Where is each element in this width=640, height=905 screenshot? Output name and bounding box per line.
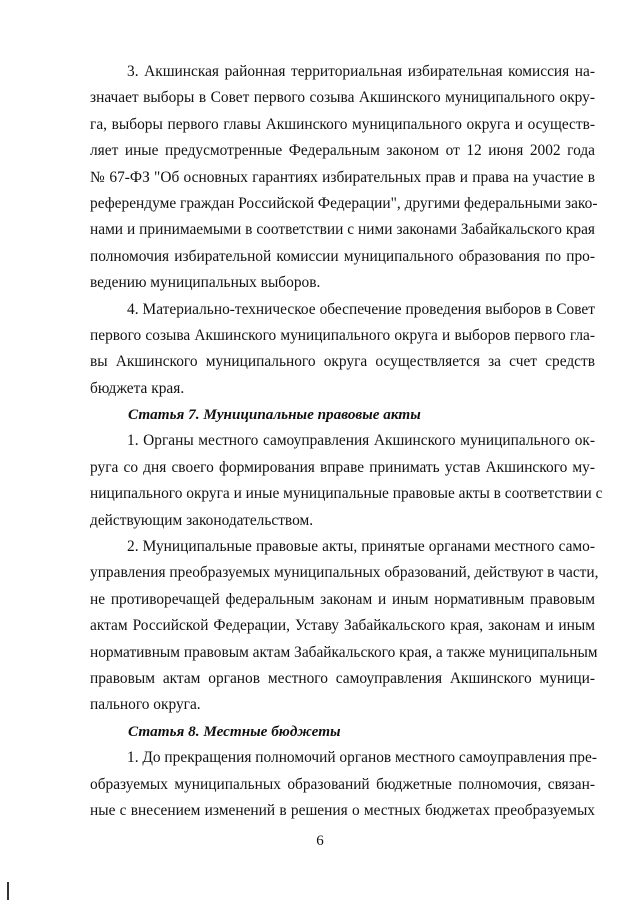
text-line: 1. Органы местного самоуправления Акшинского муниципального ок- bbox=[127, 432, 595, 450]
text-line: первого созыва Акшинского муниципального округа и выборов первого гла- bbox=[90, 326, 595, 344]
text-line: руга со дня своего формирования вправе принимать устав Акшинского му- bbox=[90, 458, 595, 476]
text-line: не противоречащей федеральным законам и иным нормативным правовым bbox=[90, 590, 595, 608]
article-heading: Статья 8. Местные бюджеты bbox=[128, 722, 341, 740]
text-line: га, выборы первого главы Акшинского муниципального округа и осуществ- bbox=[90, 115, 595, 133]
margin-mark bbox=[7, 882, 9, 900]
text-line: 3. Акшинская районная территориальная избирательная комиссия на- bbox=[127, 63, 595, 80]
text-line: полномочия избирательной комиссии муниципального образования по про- bbox=[90, 247, 595, 265]
text-line: актам Российской Федерации, Уставу Забайкальского края, законам и иным bbox=[90, 617, 595, 635]
text-line: ведению муниципальных выборов. bbox=[90, 274, 321, 292]
text-line: правовым актам органов местного самоуправления Акшинского муници- bbox=[90, 669, 595, 687]
text-line: 2. Муниципальные правовые акты, принятые органами местного само- bbox=[127, 538, 595, 556]
document-body bbox=[90, 59, 603, 824]
page-number: 6 bbox=[316, 833, 324, 849]
text-line: значает выборы в Совет первого созыва Акшинского муниципального окру- bbox=[90, 89, 595, 107]
text-line: вы Акшинского муниципального округа осуществляется за счет средств bbox=[90, 353, 595, 371]
article-heading: Статья 7. Муниципальные правовые акты bbox=[128, 406, 421, 424]
text-line: нами и принимаемыми в соответствии с ними законами Забайкальского края bbox=[90, 221, 595, 239]
text-line: 4. Материально-техническое обеспечение проведения выборов в Совет bbox=[127, 300, 595, 318]
text-line: пального округа. bbox=[90, 696, 201, 714]
text-line: ные с внесением изменений в решения о местных бюджетах преобразуемых bbox=[90, 801, 595, 819]
text-line: № 67-ФЗ "Об основных гарантиях избирательных прав и права на участие в bbox=[90, 168, 595, 186]
text-line: бюджета края. bbox=[90, 379, 185, 397]
text-line: действующим законодательством. bbox=[90, 511, 314, 529]
text-line: 1. До прекращения полномочий органов местного самоуправления пре- bbox=[127, 749, 597, 767]
text-line: управления преобразуемых муниципальных образований, действуют в части, bbox=[90, 564, 599, 582]
text-line: ниципального округа и иные муниципальные правовые акты в соответствии с bbox=[90, 485, 603, 503]
text-line: референдуме граждан Российской Федерации", другими федеральными зако- bbox=[90, 194, 598, 212]
text-line: ляет иные предусмотренные Федеральным законом от 12 июня 2002 года bbox=[90, 142, 595, 160]
text-line: образуемых муниципальных образований бюджетные полномочия, связан- bbox=[90, 775, 595, 793]
text-line: нормативным правовым актам Забайкальского края, а также муниципальным bbox=[90, 643, 598, 661]
